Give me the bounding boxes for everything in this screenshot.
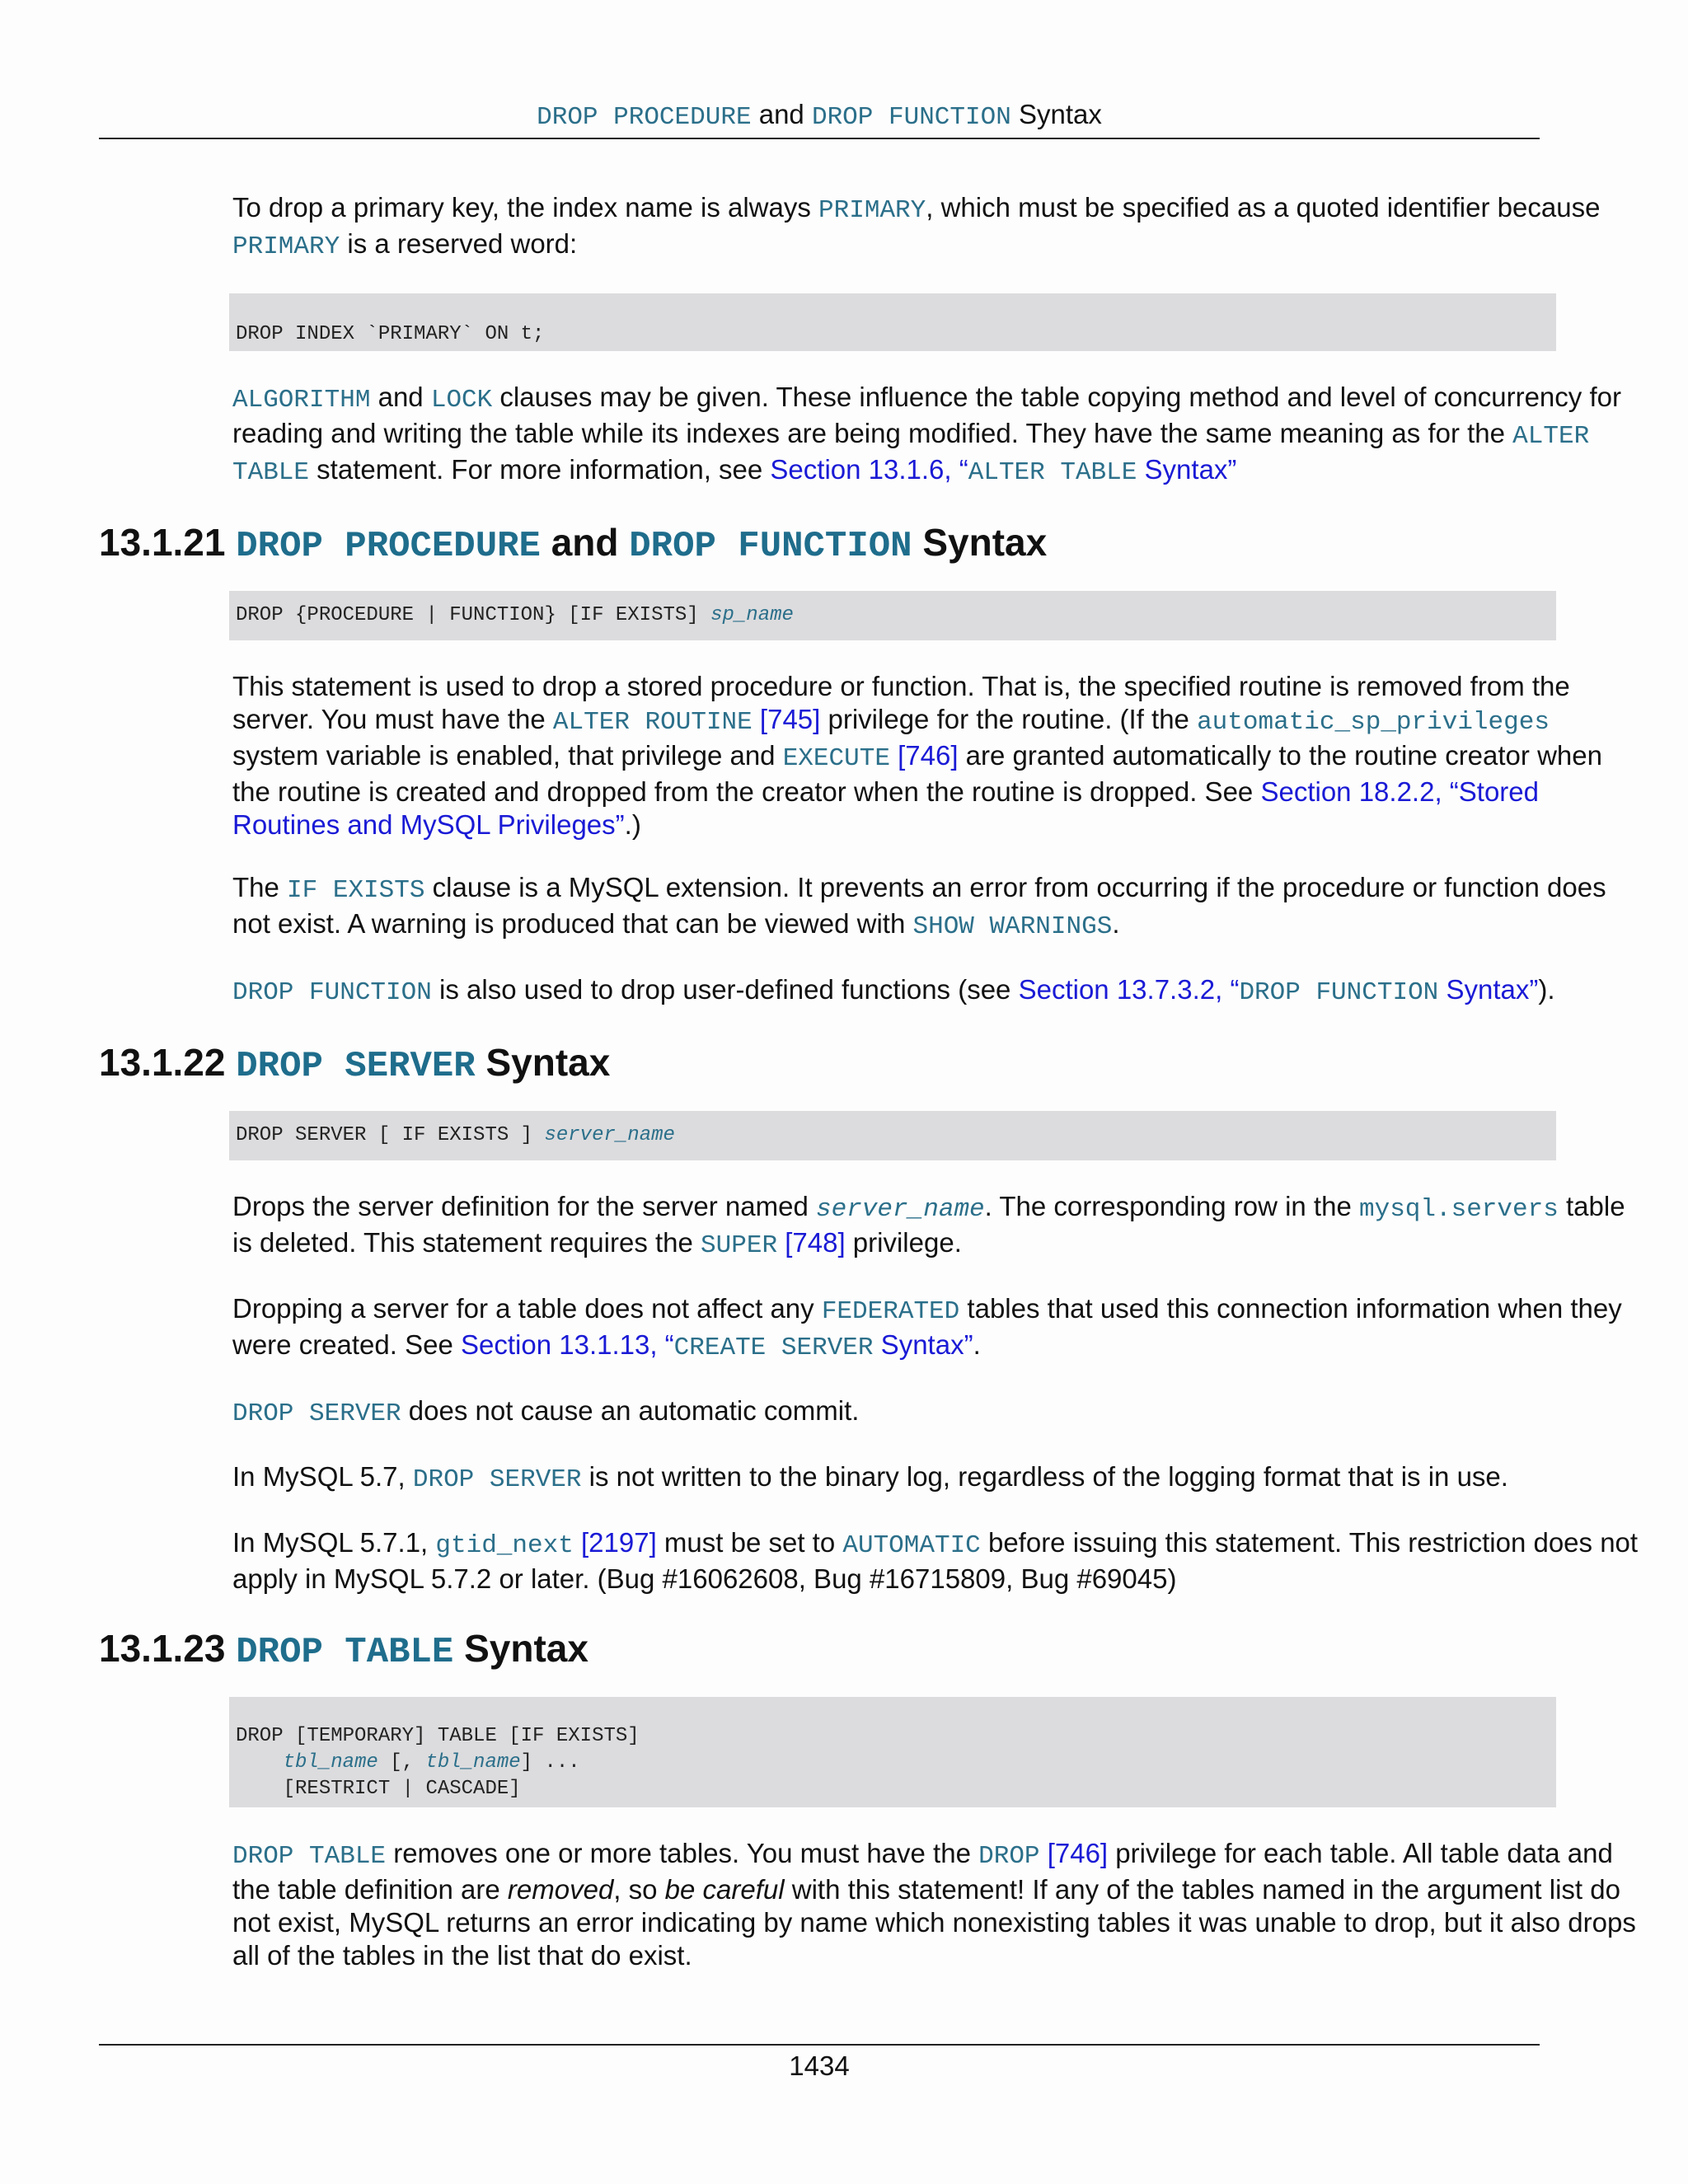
header-rule (99, 138, 1540, 139)
paragraph: Drops the server definition for the server named server_name. The corresponding row in the mysql.servers table is deleted. This statement requires the SUPER [748] privilege. (232, 1191, 1625, 1260)
header-code-2: DROP FUNCTION (811, 103, 1011, 132)
page-ref-link[interactable]: [748] (777, 1227, 846, 1258)
section-heading: 13.1.21 DROP PROCEDURE and DROP FUNCTION Syntax (99, 521, 1048, 567)
inline-code: PRIMARY (818, 196, 926, 225)
paragraph: ALGORITHM and LOCK clauses may be given. These influence the table copying method and level of concurrency for reading and writing the table while its indexes are being modified. They have the same meaning as for the ALTER TABLE statement. For more information, see Section 13.1.6, “ALTER TABLE Syntax” (232, 382, 1621, 487)
paragraph: To drop a primary key, the index name is always PRIMARY, which must be specified as a quoted identifier because PRIMARY is a reserved word: (232, 192, 1601, 261)
inline-code: PRIMARY (232, 232, 340, 261)
page-ref-link[interactable]: [745] (752, 704, 821, 734)
section-link[interactable]: Section 13.7.3.2, “DROP FUNCTION Syntax” (1018, 974, 1539, 1007)
code-block: DROP INDEX `PRIMARY` ON t; (229, 293, 1556, 351)
header-text: Syntax (1010, 99, 1102, 129)
section-link[interactable]: Section 13.1.13, “CREATE SERVER Syntax” (461, 1329, 973, 1362)
page-ref-link[interactable]: [2197] (573, 1527, 657, 1558)
paragraph: Dropping a server for a table does not affect any FEDERATED tables that used this connection information when they were created. See Section 13.1.13, “CREATE SERVER Syntax”. (232, 1293, 1622, 1362)
header-code-1: DROP PROCEDURE (537, 103, 752, 132)
page-ref-link[interactable]: [746] (1039, 1838, 1109, 1868)
section-link[interactable]: Section 13.1.6, “ALTER TABLE Syntax” (770, 454, 1237, 487)
code-block: DROP [TEMPORARY] TABLE [IF EXISTS] tbl_name [, tbl_name] ... [RESTRICT | CASCADE] (229, 1697, 1556, 1807)
paragraph: DROP FUNCTION is also used to drop user-defined functions (see Section 13.7.3.2, “DROP FUNCTION Syntax”). (232, 974, 1555, 1007)
footer-rule (99, 2044, 1540, 2046)
page-number: 1434 (789, 2050, 850, 2081)
page-content (99, 191, 1639, 2002)
paragraph: DROP TABLE removes one or more tables. You must have the DROP [746] privilege for each table. All table data and the table definition are removed, so be careful with this statement! If any of the tables named in the argument list do not exist, MySQL returns an error indicating by name which nonexisting tables it was unable to drop, but it also drops all of the tables in the list that do exist. (232, 1838, 1636, 1971)
paragraph: This statement is used to drop a stored procedure or function. That is, the specified routine is removed from the server. You must have the ALTER ROUTINE [745] privilege for the routine. (If the automatic_sp_privileges system variable is enabled, that privilege and EXECUTE [746] are granted automatically to the routine creator when the routine is created and dropped from the creator when the routine is dropped. See Section 18.2.2, “Stored Routines and MySQL Privileges”.) (232, 671, 1602, 840)
code-block: DROP {PROCEDURE | FUNCTION} [IF EXISTS] sp_name (229, 591, 1556, 640)
section-link[interactable]: Section 18.2.2, “Stored Routines and MySQL Privileges” (232, 776, 1539, 840)
paragraph: DROP SERVER does not cause an automatic commit. (232, 1395, 860, 1428)
page-ref-link[interactable]: [746] (889, 740, 959, 771)
section-heading: 13.1.22 DROP SERVER Syntax (99, 1041, 611, 1087)
code-block: DROP SERVER [ IF EXISTS ] server_name (229, 1111, 1556, 1160)
header-text: and (751, 99, 812, 129)
running-header (99, 96, 1540, 137)
section-heading: 13.1.23 DROP TABLE Syntax (99, 1627, 588, 1673)
paragraph: In MySQL 5.7.1, gtid_next [2197] must be set to AUTOMATIC before issuing this statement. This restriction does not apply in MySQL 5.7.2 or later. (Bug #16062608, Bug #16715809, Bug #69045) (232, 1527, 1639, 1594)
paragraph: In MySQL 5.7, DROP SERVER is not written to the binary log, regardless of the logging format that is in use. (232, 1461, 1508, 1494)
paragraph: The IF EXISTS clause is a MySQL extension. It prevents an error from occurring if the procedure or function does not exist. A warning is produced that can be viewed with SHOW WARNINGS. (232, 872, 1606, 941)
